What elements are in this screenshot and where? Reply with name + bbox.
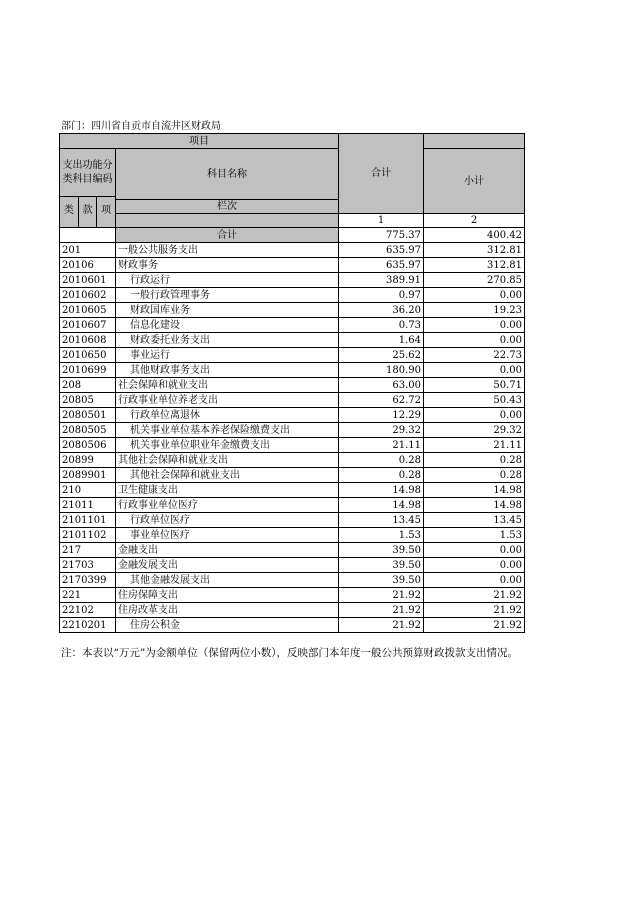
row-code: 21011 bbox=[60, 498, 116, 513]
row-code: 2010650 bbox=[60, 348, 116, 363]
row-total: 635.97 bbox=[339, 243, 424, 258]
table-row bbox=[60, 483, 525, 498]
total-row-label: 合计 bbox=[116, 228, 339, 243]
row-total: 13.45 bbox=[339, 513, 424, 528]
row-subtotal: 0.28 bbox=[424, 468, 525, 483]
total-row-subtotal: 400.42 bbox=[424, 228, 525, 243]
row-subtotal: 19.23 bbox=[424, 303, 525, 318]
table-row bbox=[60, 408, 525, 423]
row-subtotal: 312.81 bbox=[424, 258, 525, 273]
budget-table bbox=[59, 133, 525, 633]
table-row bbox=[60, 303, 525, 318]
row-subject-name: 财政事务 bbox=[116, 258, 339, 273]
header-col-index: 栏次 bbox=[116, 200, 339, 214]
row-total: 21.92 bbox=[339, 603, 424, 618]
row-code: 22102 bbox=[60, 603, 116, 618]
budget-table-viewport bbox=[59, 133, 522, 646]
row-code: 221 bbox=[60, 588, 116, 603]
row-total: 0.28 bbox=[339, 468, 424, 483]
row-total: 36.20 bbox=[339, 303, 424, 318]
row-subtotal: 0.00 bbox=[424, 288, 525, 303]
row-subject-name: 住房改革支出 bbox=[116, 603, 339, 618]
row-code: 201 bbox=[60, 243, 116, 258]
header-lei: 类 bbox=[60, 197, 79, 227]
row-subject-name: 一般公共服务支出 bbox=[116, 243, 339, 258]
row-total: 1.64 bbox=[339, 333, 424, 348]
header-col-index-subject bbox=[116, 214, 339, 228]
row-subject-name: 行政运行 bbox=[116, 273, 339, 288]
row-total: 29.32 bbox=[339, 423, 424, 438]
row-code: 210 bbox=[60, 483, 116, 498]
total-row-code bbox=[60, 228, 116, 243]
table-row bbox=[60, 498, 525, 513]
row-subtotal: 21.92 bbox=[424, 618, 525, 633]
table-row bbox=[60, 588, 525, 603]
row-code: 2101101 bbox=[60, 513, 116, 528]
row-subtotal: 1.53 bbox=[424, 528, 525, 543]
row-total: 21.92 bbox=[339, 618, 424, 633]
row-total: 21.92 bbox=[339, 588, 424, 603]
row-subject-name: 财政委托业务支出 bbox=[116, 333, 339, 348]
header-subject-name: 科目名称 bbox=[116, 149, 339, 200]
row-code: 2010607 bbox=[60, 318, 116, 333]
row-subject-name: 机关事业单位职业年金缴费支出 bbox=[116, 438, 339, 453]
table-row bbox=[60, 438, 525, 453]
table-row bbox=[60, 423, 525, 438]
department-label: 部门：四川省自贡市自流井区财政局 bbox=[61, 121, 221, 132]
row-subject-name: 行政事业单位养老支出 bbox=[116, 393, 339, 408]
row-total: 21.11 bbox=[339, 438, 424, 453]
row-subtotal: 0.00 bbox=[424, 333, 525, 348]
row-total: 39.50 bbox=[339, 558, 424, 573]
row-subject-name: 其他社会保障和就业支出 bbox=[116, 453, 339, 468]
row-code: 21703 bbox=[60, 558, 116, 573]
table-note: 注：本表以“万元”为金额单位（保留两位小数），反映部门本年度一般公共预算财政拨款支出情况。 bbox=[61, 647, 518, 659]
row-subject-name: 事业单位医疗 bbox=[116, 528, 339, 543]
row-total: 39.50 bbox=[339, 573, 424, 588]
row-total: 0.97 bbox=[339, 288, 424, 303]
row-subject-name: 信息化建设 bbox=[116, 318, 339, 333]
total-row-total: 775.37 bbox=[339, 228, 424, 243]
row-subtotal: 21.92 bbox=[424, 588, 525, 603]
row-subject-name: 行政单位医疗 bbox=[116, 513, 339, 528]
header-subtotal: 小计 bbox=[424, 149, 525, 214]
row-total: 62.72 bbox=[339, 393, 424, 408]
table-row bbox=[60, 618, 525, 633]
row-code: 2080505 bbox=[60, 423, 116, 438]
row-total: 389.91 bbox=[339, 273, 424, 288]
row-subject-name: 机关事业单位基本养老保险缴费支出 bbox=[116, 423, 339, 438]
table-row bbox=[60, 558, 525, 573]
row-code: 2080501 bbox=[60, 408, 116, 423]
row-code: 2089901 bbox=[60, 468, 116, 483]
row-subtotal: 0.00 bbox=[424, 573, 525, 588]
row-subtotal: 0.00 bbox=[424, 558, 525, 573]
row-code: 208 bbox=[60, 378, 116, 393]
row-subject-name: 其他财政事务支出 bbox=[116, 363, 339, 378]
header-total: 合计 bbox=[339, 134, 424, 214]
row-code: 20106 bbox=[60, 258, 116, 273]
row-total: 25.62 bbox=[339, 348, 424, 363]
row-subtotal: 0.00 bbox=[424, 543, 525, 558]
table-row bbox=[60, 573, 525, 588]
row-subject-name: 行政事业单位医疗 bbox=[116, 498, 339, 513]
total-row bbox=[60, 228, 525, 243]
header-kuan: 款 bbox=[79, 197, 98, 227]
row-subtotal: 21.92 bbox=[424, 603, 525, 618]
header-project: 项目 bbox=[60, 134, 339, 149]
header-col-total-index: 1 bbox=[339, 214, 424, 228]
table-row bbox=[60, 333, 525, 348]
row-subject-name: 其他社会保障和就业支出 bbox=[116, 468, 339, 483]
row-subtotal: 13.45 bbox=[424, 513, 525, 528]
table-row bbox=[60, 288, 525, 303]
table-row bbox=[60, 453, 525, 468]
row-subject-name: 一般行政管理事务 bbox=[116, 288, 339, 303]
row-total: 635.97 bbox=[339, 258, 424, 273]
table-row bbox=[60, 513, 525, 528]
row-subject-name: 金融支出 bbox=[116, 543, 339, 558]
row-total: 180.90 bbox=[339, 363, 424, 378]
row-total: 12.29 bbox=[339, 408, 424, 423]
header-col-subtotal-index: 2 bbox=[424, 214, 525, 228]
row-subtotal: 21.11 bbox=[424, 438, 525, 453]
row-code: 2010602 bbox=[60, 288, 116, 303]
row-subtotal: 14.98 bbox=[424, 483, 525, 498]
row-subtotal: 50.71 bbox=[424, 378, 525, 393]
row-subject-name: 财政国库业务 bbox=[116, 303, 339, 318]
table-row bbox=[60, 543, 525, 558]
row-total: 0.28 bbox=[339, 453, 424, 468]
row-subtotal: 312.81 bbox=[424, 243, 525, 258]
row-subject-name: 金融发展支出 bbox=[116, 558, 339, 573]
table-row bbox=[60, 363, 525, 378]
table-row bbox=[60, 603, 525, 618]
row-code: 2210201 bbox=[60, 618, 116, 633]
table-row bbox=[60, 378, 525, 393]
row-subject-name: 住房公积金 bbox=[116, 618, 339, 633]
row-subject-name: 其他金融发展支出 bbox=[116, 573, 339, 588]
row-total: 14.98 bbox=[339, 483, 424, 498]
row-subtotal: 50.43 bbox=[424, 393, 525, 408]
row-total: 39.50 bbox=[339, 543, 424, 558]
row-code: 2010605 bbox=[60, 303, 116, 318]
row-code: 2080506 bbox=[60, 438, 116, 453]
row-subtotal: 29.32 bbox=[424, 423, 525, 438]
row-subtotal: 0.00 bbox=[424, 363, 525, 378]
row-code: 2101102 bbox=[60, 528, 116, 543]
row-subtotal: 0.28 bbox=[424, 453, 525, 468]
row-code: 2170399 bbox=[60, 573, 116, 588]
header-subtotal-top bbox=[424, 134, 525, 149]
table-row bbox=[60, 468, 525, 483]
table-body bbox=[60, 134, 525, 633]
row-code: 20899 bbox=[60, 453, 116, 468]
row-subject-name: 社会保障和就业支出 bbox=[116, 378, 339, 393]
table-row bbox=[60, 348, 525, 363]
row-subject-name: 行政单位离退休 bbox=[116, 408, 339, 423]
row-code: 2010601 bbox=[60, 273, 116, 288]
table-row bbox=[60, 243, 525, 258]
row-code: 2010608 bbox=[60, 333, 116, 348]
row-subject-name: 事业运行 bbox=[116, 348, 339, 363]
row-code: 20805 bbox=[60, 393, 116, 408]
row-subtotal: 14.98 bbox=[424, 498, 525, 513]
row-total: 14.98 bbox=[339, 498, 424, 513]
row-total: 0.73 bbox=[339, 318, 424, 333]
table-row bbox=[60, 273, 525, 288]
row-code: 2010699 bbox=[60, 363, 116, 378]
header-func-code: 支出功能分类科目编码 bbox=[60, 149, 116, 197]
header-xiang: 项 bbox=[101, 205, 112, 216]
header-lei-kuan-xiang bbox=[60, 197, 116, 228]
table-row bbox=[60, 528, 525, 543]
row-subject-name: 住房保障支出 bbox=[116, 588, 339, 603]
table-row bbox=[60, 258, 525, 273]
table-row bbox=[60, 393, 525, 408]
row-subtotal: 22.73 bbox=[424, 348, 525, 363]
row-code: 217 bbox=[60, 543, 116, 558]
row-total: 1.53 bbox=[339, 528, 424, 543]
row-subtotal: 270.85 bbox=[424, 273, 525, 288]
row-subtotal: 0.00 bbox=[424, 408, 525, 423]
row-subject-name: 卫生健康支出 bbox=[116, 483, 339, 498]
row-subtotal: 0.00 bbox=[424, 318, 525, 333]
row-total: 63.00 bbox=[339, 378, 424, 393]
table-row bbox=[60, 318, 525, 333]
